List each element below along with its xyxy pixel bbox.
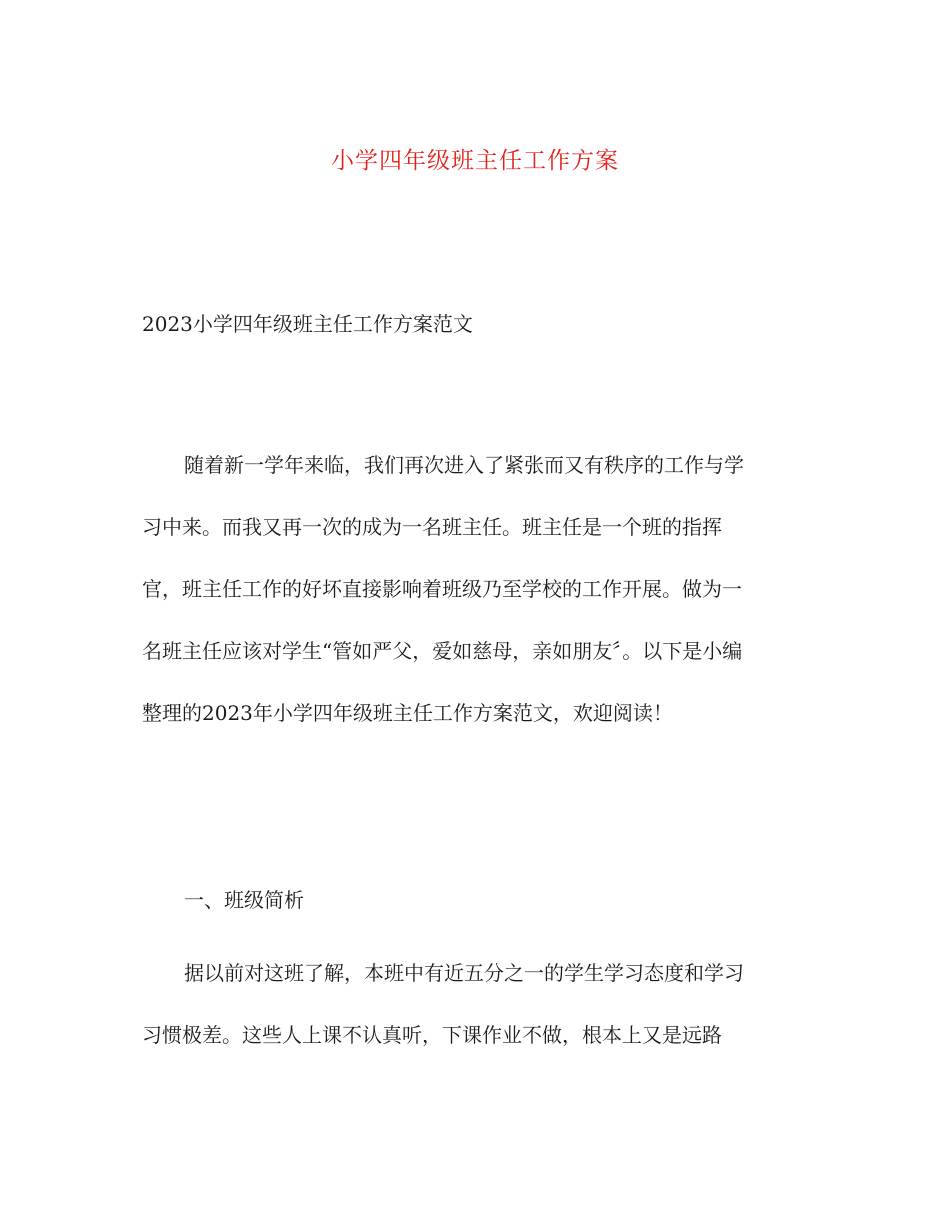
paragraph-line: 整理的2023年小学四年级班主任工作方案范文，欢迎阅读！ xyxy=(142,701,673,725)
paragraph-line: 习中来。而我又再一次的成为一名班主任。班主任是一个班的指挥 xyxy=(142,515,722,539)
paragraph-line: 官，班主任工作的好坏直接影响着班级乃至学校的工作开展。做为一 xyxy=(142,577,742,601)
paragraph-line: 习惯极差。这些人上课不认真听，下课作业不做，根本上又是远路 xyxy=(142,1023,722,1047)
paragraph-line: 随着新一学年来临，我们再次进入了紧张而又有秩序的工作与学 xyxy=(184,453,744,477)
section-heading: 一、班级简析 xyxy=(184,888,304,912)
document-title: 小学四年级班主任工作方案 xyxy=(331,148,619,174)
paragraph-line: 据以前对这班了解，本班中有近五分之一的学生学习态度和学习 xyxy=(184,961,744,985)
document-subtitle: 2023小学四年级班主任工作方案范文 xyxy=(142,312,473,336)
intro-paragraph xyxy=(142,434,812,744)
paragraph-line: 名班主任应该对学生“管如严父，爱如慈母，亲如朋友〞。以下是小编 xyxy=(142,639,743,663)
section-paragraph xyxy=(142,942,812,1066)
